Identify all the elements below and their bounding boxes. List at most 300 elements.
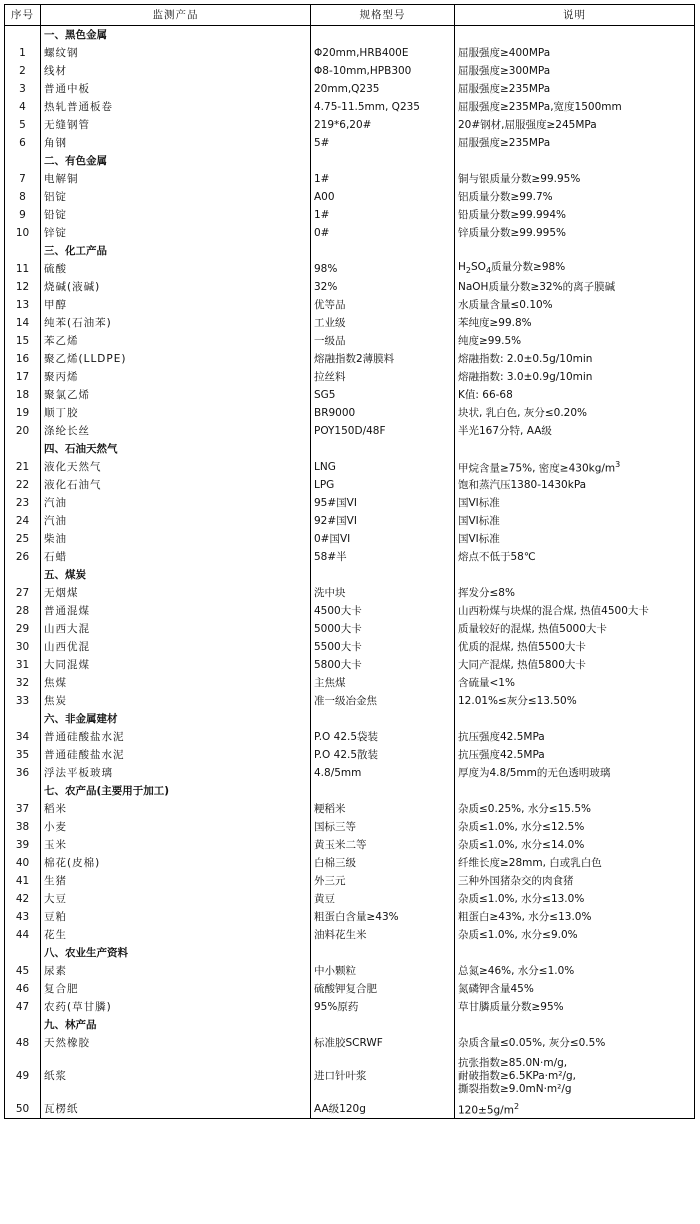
description: 氮磷钾含量45% — [455, 980, 695, 998]
category-seq — [5, 566, 41, 584]
spec-model: 98% — [311, 260, 455, 278]
table-row — [5, 404, 695, 422]
table-row — [5, 188, 695, 206]
row-number: 45 — [5, 962, 41, 980]
table-body — [5, 26, 695, 1119]
row-number: 10 — [5, 224, 41, 242]
description-text: 甲烷含量≥75%, 密度≥430kg/m — [458, 462, 616, 475]
category-row — [5, 26, 695, 45]
description: 屈服强度≥235MPa — [455, 80, 695, 98]
spec-model: LNG — [311, 458, 455, 476]
description: 国VI标准 — [455, 530, 695, 548]
product-name: 复合肥 — [41, 980, 311, 998]
row-number: 38 — [5, 818, 41, 836]
category-title: 六、非金属建材 — [41, 710, 311, 728]
description: 杂质≤1.0%, 水分≤12.5% — [455, 818, 695, 836]
description: 草甘膦质量分数≥95% — [455, 998, 695, 1016]
spec-model: 黄豆 — [311, 890, 455, 908]
description: K值: 66-68 — [455, 386, 695, 404]
description — [455, 1052, 695, 1100]
table-row — [5, 620, 695, 638]
product-name: 豆粕 — [41, 908, 311, 926]
description: 国VI标准 — [455, 512, 695, 530]
table-row — [5, 422, 695, 440]
product-name: 涤纶长丝 — [41, 422, 311, 440]
spec-model: 95#国VI — [311, 494, 455, 512]
description: 厚度为4.8/5mm的无色透明玻璃 — [455, 764, 695, 782]
category-row — [5, 710, 695, 728]
product-name: 顺丁胶 — [41, 404, 311, 422]
description-subscript: 2 — [465, 266, 471, 276]
description: 铝质量分数≥99.7% — [455, 188, 695, 206]
category-row — [5, 440, 695, 458]
product-name: 天然橡胶 — [41, 1034, 311, 1052]
table-row — [5, 296, 695, 314]
product-name: 浮法平板玻璃 — [41, 764, 311, 782]
description: 杂质≤1.0%, 水分≤14.0% — [455, 836, 695, 854]
row-number: 6 — [5, 134, 41, 152]
spec-model: 1# — [311, 206, 455, 224]
description: 挥发分≤8% — [455, 584, 695, 602]
description: 熔点不低于58℃ — [455, 548, 695, 566]
table-row — [5, 170, 695, 188]
table-row — [5, 98, 695, 116]
spec-model: 92#国VI — [311, 512, 455, 530]
row-number: 31 — [5, 656, 41, 674]
product-name: 无缝钢管 — [41, 116, 311, 134]
table-row — [5, 458, 695, 476]
category-row — [5, 152, 695, 170]
row-number: 37 — [5, 800, 41, 818]
spec-model: 4.8/5mm — [311, 764, 455, 782]
category-row — [5, 782, 695, 800]
product-name: 石蜡 — [41, 548, 311, 566]
product-name: 汽油 — [41, 494, 311, 512]
category-note — [455, 440, 695, 458]
description-line: 撕裂指数≥9.0mN·m²/g — [458, 1082, 572, 1095]
spec-model: 5500大卡 — [311, 638, 455, 656]
spec-model: 硫酸钾复合肥 — [311, 980, 455, 998]
spec-model: 白棉三级 — [311, 854, 455, 872]
product-name: 线材 — [41, 62, 311, 80]
table-row — [5, 908, 695, 926]
product-name: 稻米 — [41, 800, 311, 818]
spec-model: 5000大卡 — [311, 620, 455, 638]
table-row — [5, 818, 695, 836]
table-row — [5, 134, 695, 152]
product-name: 柴油 — [41, 530, 311, 548]
category-seq — [5, 242, 41, 260]
description-text: 120±5g/m — [458, 1104, 514, 1117]
description: 熔融指数: 2.0±0.5g/10min — [455, 350, 695, 368]
product-name: 烧碱(液碱) — [41, 278, 311, 296]
product-name: 甲醇 — [41, 296, 311, 314]
category-spec — [311, 440, 455, 458]
product-name: 玉米 — [41, 836, 311, 854]
spec-model: P.O 42.5袋装 — [311, 728, 455, 746]
category-title: 五、煤炭 — [41, 566, 311, 584]
table-row — [5, 80, 695, 98]
spec-model: 洗中块 — [311, 584, 455, 602]
row-number: 8 — [5, 188, 41, 206]
product-name: 普通硅酸盐水泥 — [41, 728, 311, 746]
row-number: 21 — [5, 458, 41, 476]
product-name: 焦炭 — [41, 692, 311, 710]
description: 饱和蒸汽压1380-1430kPa — [455, 476, 695, 494]
row-number: 23 — [5, 494, 41, 512]
row-number: 12 — [5, 278, 41, 296]
spec-model: 粳稻米 — [311, 800, 455, 818]
product-name: 生猪 — [41, 872, 311, 890]
product-name: 电解铜 — [41, 170, 311, 188]
product-name: 聚丙烯 — [41, 368, 311, 386]
table-row — [5, 314, 695, 332]
description: 粗蛋白≥43%, 水分≤13.0% — [455, 908, 695, 926]
category-seq — [5, 26, 41, 45]
spec-model: 拉丝料 — [311, 368, 455, 386]
row-number: 1 — [5, 44, 41, 62]
spec-model: 工业级 — [311, 314, 455, 332]
category-seq — [5, 1016, 41, 1034]
description: 苯纯度≥99.8% — [455, 314, 695, 332]
product-name: 液化石油气 — [41, 476, 311, 494]
spec-model: 219*6,20# — [311, 116, 455, 134]
product-name: 苯乙烯 — [41, 332, 311, 350]
description: 杂质含量≤0.05%, 灰分≤0.5% — [455, 1034, 695, 1052]
description: 屈服强度≥300MPa — [455, 62, 695, 80]
description-text: H — [458, 260, 466, 273]
description: NaOH质量分数≥32%的离子膜碱 — [455, 278, 695, 296]
table-row — [5, 386, 695, 404]
description: 屈服强度≥235MPa,宽度1500mm — [455, 98, 695, 116]
table-row — [5, 998, 695, 1016]
description: 屈服强度≥400MPa — [455, 44, 695, 62]
row-number: 40 — [5, 854, 41, 872]
spec-model: 0# — [311, 224, 455, 242]
product-name: 普通中板 — [41, 80, 311, 98]
description: 杂质≤1.0%, 水分≤9.0% — [455, 926, 695, 944]
description: 含硫量<1% — [455, 674, 695, 692]
row-number: 9 — [5, 206, 41, 224]
table-row — [5, 494, 695, 512]
row-number: 19 — [5, 404, 41, 422]
header-spec: 规格型号 — [311, 5, 455, 26]
category-seq — [5, 782, 41, 800]
product-name: 小麦 — [41, 818, 311, 836]
row-number: 26 — [5, 548, 41, 566]
description: 优质的混煤, 热值5500大卡 — [455, 638, 695, 656]
row-number: 3 — [5, 80, 41, 98]
description-superscript: 2 — [513, 1102, 520, 1112]
spec-model: 进口针叶浆 — [311, 1052, 455, 1100]
row-number: 25 — [5, 530, 41, 548]
row-number: 28 — [5, 602, 41, 620]
table-row — [5, 476, 695, 494]
table-row — [5, 602, 695, 620]
header-seq: 序号 — [5, 5, 41, 26]
product-name: 汽油 — [41, 512, 311, 530]
table-row — [5, 854, 695, 872]
description: 山西粉煤与块煤的混合煤, 热值4500大卡 — [455, 602, 695, 620]
category-seq — [5, 152, 41, 170]
product-name: 花生 — [41, 926, 311, 944]
category-note — [455, 566, 695, 584]
category-title: 八、农业生产资料 — [41, 944, 311, 962]
row-number: 18 — [5, 386, 41, 404]
description-text: 质量分数≥98% — [491, 260, 566, 273]
monitoring-table — [4, 4, 695, 1119]
category-row — [5, 566, 695, 584]
category-title: 九、林产品 — [41, 1016, 311, 1034]
row-number: 32 — [5, 674, 41, 692]
product-name: 农药(草甘膦) — [41, 998, 311, 1016]
description — [455, 260, 695, 278]
description-text: SO — [471, 260, 486, 273]
row-number: 42 — [5, 890, 41, 908]
spec-model: 5800大卡 — [311, 656, 455, 674]
description-line: 抗张指数≥85.0N·m/g, — [458, 1056, 568, 1069]
category-row — [5, 944, 695, 962]
row-number: 16 — [5, 350, 41, 368]
product-name: 铅锭 — [41, 206, 311, 224]
product-name: 尿素 — [41, 962, 311, 980]
table-row — [5, 206, 695, 224]
spec-model: 准一级冶金焦 — [311, 692, 455, 710]
row-number: 20 — [5, 422, 41, 440]
row-number: 33 — [5, 692, 41, 710]
spec-model: 中小颗粒 — [311, 962, 455, 980]
category-spec — [311, 782, 455, 800]
category-spec — [311, 944, 455, 962]
description — [455, 458, 695, 476]
table-row — [5, 584, 695, 602]
header-note: 说明 — [455, 5, 695, 26]
description: 抗压强度42.5MPa — [455, 728, 695, 746]
description: 大同产混煤, 热值5800大卡 — [455, 656, 695, 674]
description: 块状, 乳白色, 灰分≤0.20% — [455, 404, 695, 422]
description: 半光167分特, AA级 — [455, 422, 695, 440]
product-name: 角钢 — [41, 134, 311, 152]
spec-model: 优等品 — [311, 296, 455, 314]
description: 纤维长度≥28mm, 白或乳白色 — [455, 854, 695, 872]
spec-model: 5# — [311, 134, 455, 152]
category-seq — [5, 710, 41, 728]
product-name: 纸浆 — [41, 1052, 311, 1100]
table-row — [5, 692, 695, 710]
spec-model: 油料花生米 — [311, 926, 455, 944]
product-name: 普通硅酸盐水泥 — [41, 746, 311, 764]
row-number: 5 — [5, 116, 41, 134]
table-row — [5, 44, 695, 62]
row-number: 49 — [5, 1052, 41, 1100]
table-row — [5, 926, 695, 944]
row-number: 30 — [5, 638, 41, 656]
table-row — [5, 764, 695, 782]
row-number: 2 — [5, 62, 41, 80]
description: 国VI标准 — [455, 494, 695, 512]
description: 抗压强度42.5MPa — [455, 746, 695, 764]
spec-model: 熔融指数2薄膜料 — [311, 350, 455, 368]
product-name: 焦煤 — [41, 674, 311, 692]
product-name: 螺纹钢 — [41, 44, 311, 62]
table-row — [5, 746, 695, 764]
category-note — [455, 944, 695, 962]
spec-model: 国标三等 — [311, 818, 455, 836]
row-number: 4 — [5, 98, 41, 116]
spec-model: LPG — [311, 476, 455, 494]
description: 杂质≤1.0%, 水分≤13.0% — [455, 890, 695, 908]
row-number: 50 — [5, 1100, 41, 1119]
product-name: 山西大混 — [41, 620, 311, 638]
row-number: 36 — [5, 764, 41, 782]
table-row — [5, 962, 695, 980]
category-title: 三、化工产品 — [41, 242, 311, 260]
spec-model: 32% — [311, 278, 455, 296]
category-row — [5, 1016, 695, 1034]
row-number: 11 — [5, 260, 41, 278]
table-row — [5, 980, 695, 998]
table-row — [5, 1052, 695, 1100]
category-title: 七、农产品(主要用于加工) — [41, 782, 311, 800]
row-number: 48 — [5, 1034, 41, 1052]
row-number: 34 — [5, 728, 41, 746]
spec-model: Φ8-10mm,HPB300 — [311, 62, 455, 80]
table-row — [5, 530, 695, 548]
category-note — [455, 242, 695, 260]
spec-model: 4500大卡 — [311, 602, 455, 620]
product-name: 热轧普通板卷 — [41, 98, 311, 116]
table-row — [5, 62, 695, 80]
spec-model: Φ20mm,HRB400E — [311, 44, 455, 62]
category-note — [455, 710, 695, 728]
description: 锌质量分数≥99.995% — [455, 224, 695, 242]
product-name: 聚乙烯(LLDPE) — [41, 350, 311, 368]
description-subscript: 4 — [485, 266, 492, 276]
spec-model: 外三元 — [311, 872, 455, 890]
description-superscript: 3 — [615, 460, 621, 470]
row-number: 14 — [5, 314, 41, 332]
product-name: 普通混煤 — [41, 602, 311, 620]
table-row — [5, 1100, 695, 1119]
product-name: 硫酸 — [41, 260, 311, 278]
product-name: 铝锭 — [41, 188, 311, 206]
description: 质量较好的混煤, 热值5000大卡 — [455, 620, 695, 638]
product-name: 锌锭 — [41, 224, 311, 242]
spec-model: 一级品 — [311, 332, 455, 350]
category-title: 四、石油天然气 — [41, 440, 311, 458]
table-row — [5, 800, 695, 818]
category-seq — [5, 440, 41, 458]
description: 总氮≥46%, 水分≤1.0% — [455, 962, 695, 980]
product-name: 纯苯(石油苯) — [41, 314, 311, 332]
category-spec — [311, 242, 455, 260]
category-row — [5, 242, 695, 260]
category-spec — [311, 152, 455, 170]
spec-model: 1# — [311, 170, 455, 188]
category-note — [455, 26, 695, 45]
category-note — [455, 1016, 695, 1034]
table-row — [5, 674, 695, 692]
spec-model: 主焦煤 — [311, 674, 455, 692]
product-name: 山西优混 — [41, 638, 311, 656]
category-spec — [311, 710, 455, 728]
spec-model: POY150D/48F — [311, 422, 455, 440]
row-number: 46 — [5, 980, 41, 998]
spec-model: 20mm,Q235 — [311, 80, 455, 98]
spec-model: AA级120g — [311, 1100, 455, 1119]
row-number: 43 — [5, 908, 41, 926]
table-row — [5, 872, 695, 890]
spec-model: BR9000 — [311, 404, 455, 422]
description: 铅质量分数≥99.994% — [455, 206, 695, 224]
description: 纯度≥99.5% — [455, 332, 695, 350]
table-row — [5, 224, 695, 242]
description: 12.01%≤灰分≤13.50% — [455, 692, 695, 710]
spec-model: 标准胶SCRWF — [311, 1034, 455, 1052]
category-spec — [311, 1016, 455, 1034]
description-line: 耐破指数≥6.5KPa·m²/g, — [458, 1069, 576, 1082]
description: 铜与银质量分数≥99.95% — [455, 170, 695, 188]
spec-model: 粗蛋白含量≥43% — [311, 908, 455, 926]
table-row — [5, 512, 695, 530]
table-row — [5, 116, 695, 134]
category-note — [455, 782, 695, 800]
table-row — [5, 260, 695, 278]
description: 水质量含量≤0.10% — [455, 296, 695, 314]
category-title: 一、黑色金属 — [41, 26, 311, 45]
table-row — [5, 278, 695, 296]
table-row — [5, 656, 695, 674]
product-name: 大同混煤 — [41, 656, 311, 674]
category-note — [455, 152, 695, 170]
description: 熔融指数: 3.0±0.9g/10min — [455, 368, 695, 386]
header-row — [5, 5, 695, 26]
row-number: 24 — [5, 512, 41, 530]
description: 杂质≤0.25%, 水分≤15.5% — [455, 800, 695, 818]
row-number: 22 — [5, 476, 41, 494]
spec-model: 0#国VI — [311, 530, 455, 548]
table-row — [5, 1034, 695, 1052]
row-number: 17 — [5, 368, 41, 386]
row-number: 27 — [5, 584, 41, 602]
product-name: 瓦楞纸 — [41, 1100, 311, 1119]
row-number: 41 — [5, 872, 41, 890]
product-name: 液化天然气 — [41, 458, 311, 476]
table-row — [5, 638, 695, 656]
row-number: 29 — [5, 620, 41, 638]
table-row — [5, 368, 695, 386]
table-row — [5, 548, 695, 566]
spec-model: SG5 — [311, 386, 455, 404]
category-spec — [311, 26, 455, 45]
row-number: 13 — [5, 296, 41, 314]
category-seq — [5, 944, 41, 962]
row-number: 7 — [5, 170, 41, 188]
spec-model: 黄玉米二等 — [311, 836, 455, 854]
product-name: 大豆 — [41, 890, 311, 908]
product-name: 棉花(皮棉) — [41, 854, 311, 872]
spec-model: A00 — [311, 188, 455, 206]
row-number: 39 — [5, 836, 41, 854]
spec-model: 58#半 — [311, 548, 455, 566]
table-row — [5, 332, 695, 350]
row-number: 44 — [5, 926, 41, 944]
description: 20#钢材,屈服强度≥245MPa — [455, 116, 695, 134]
header-product: 监测产品 — [41, 5, 311, 26]
spec-model: P.O 42.5散装 — [311, 746, 455, 764]
product-name: 无烟煤 — [41, 584, 311, 602]
category-title: 二、有色金属 — [41, 152, 311, 170]
